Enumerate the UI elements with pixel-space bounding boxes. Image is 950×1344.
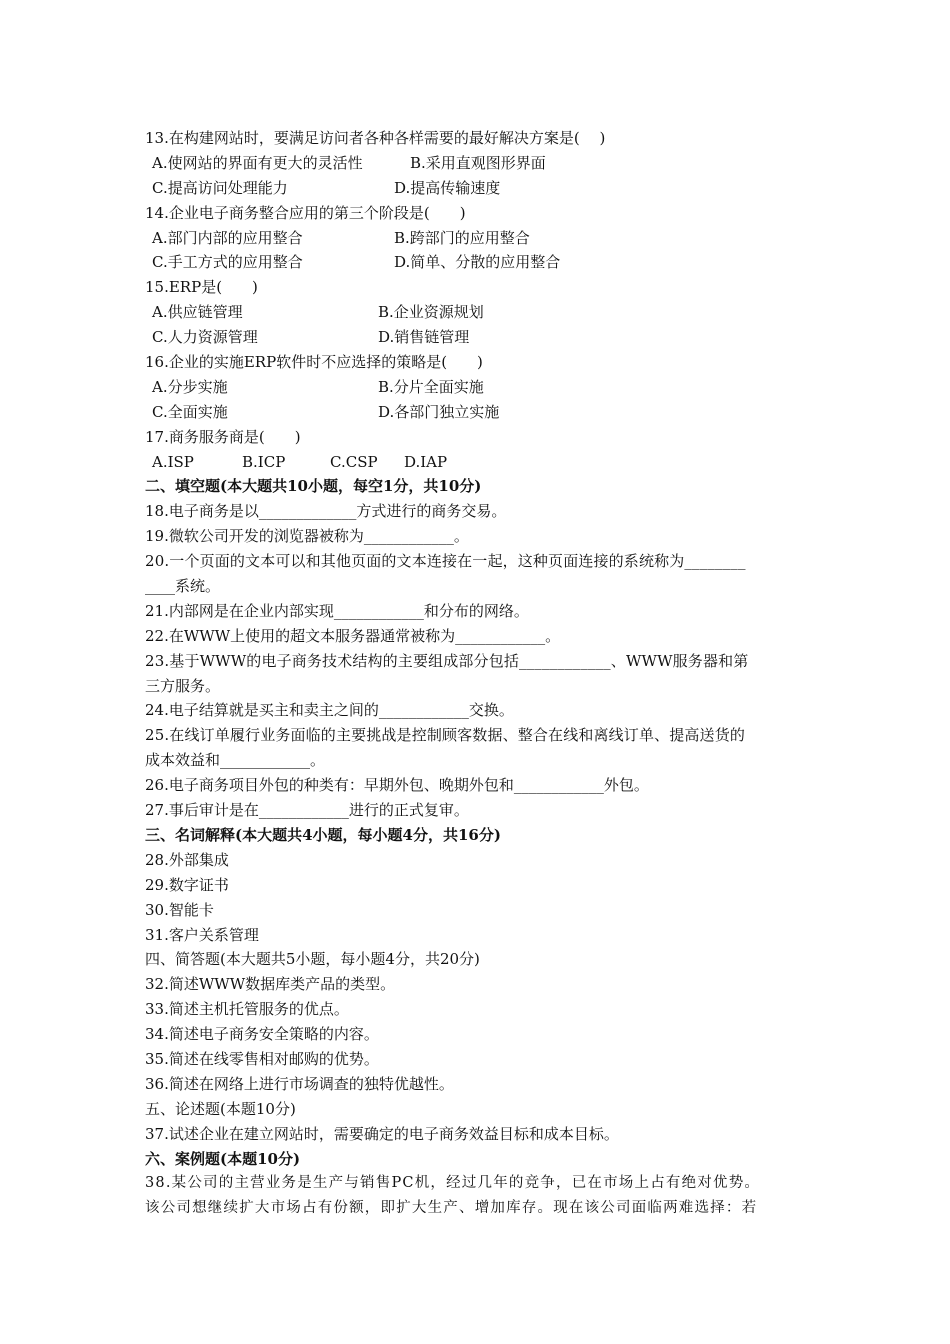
fill-question-20: 20.一个页面的文本可以和其他页面的文本连接在一起，这种页面连接的系统称为________ bbox=[145, 552, 746, 571]
section-6-heading: 六、案例题(本题10分) bbox=[145, 1149, 301, 1168]
option-b: B.ICP bbox=[242, 452, 286, 471]
option-a: A.使网站的界面有更大的灵活性 bbox=[152, 153, 363, 172]
option-c: C.手工方式的应用整合 bbox=[152, 253, 303, 272]
term-28: 28.外部集成 bbox=[145, 850, 229, 869]
option-d: D.销售链管理 bbox=[378, 328, 470, 347]
question-16-stem: 16.企业的实施ERP软件时不应选择的策略是( ) bbox=[145, 353, 483, 372]
option-b: B.企业资源规划 bbox=[378, 303, 484, 322]
fill-question-18: 18.电子商务是以_____________方式进行的商务交易。 bbox=[145, 502, 507, 521]
short-answer-33: 33.简述主机托管服务的优点。 bbox=[145, 1000, 349, 1019]
fill-question-24: 24.电子结算就是买主和卖主之间的____________交换。 bbox=[145, 701, 514, 720]
question-13-options-row-1 bbox=[145, 151, 810, 176]
option-d: D.IAP bbox=[404, 452, 448, 471]
option-d: D.简单、分散的应用整合 bbox=[394, 253, 561, 272]
term-30: 30.智能卡 bbox=[145, 900, 214, 919]
option-a: A.分步实施 bbox=[152, 377, 228, 396]
short-answer-35: 35.简述在线零售相对邮购的优势。 bbox=[145, 1049, 379, 1068]
exam-content bbox=[145, 126, 810, 1221]
option-b: B.分片全面实施 bbox=[378, 377, 484, 396]
option-b: B.采用直观图形界面 bbox=[410, 153, 546, 172]
option-a: A.供应链管理 bbox=[152, 303, 243, 322]
question-17-stem: 17.商务服务商是( ) bbox=[145, 427, 301, 446]
short-answer-36: 36.简述在网络上进行市场调查的独特优越性。 bbox=[145, 1074, 454, 1093]
fill-question-25: 25.在线订单履行业务面临的主要挑战是控制顾客数据、整合在线和离线订单、提高送货的 bbox=[145, 726, 746, 745]
question-17-options-row bbox=[145, 450, 810, 475]
question-14-stem: 14.企业电子商务整合应用的第三个阶段是( ) bbox=[145, 203, 466, 222]
option-c: C.人力资源管理 bbox=[152, 328, 258, 347]
option-d: D.提高传输速度 bbox=[394, 178, 501, 197]
case-question-38-line-1: 38.某公司的主营业务是生产与销售PC机，经过几年的竞争，已在市场上占有绝对优势。 bbox=[145, 1175, 761, 1192]
option-c: C.提高访问处理能力 bbox=[152, 178, 288, 197]
essay-question-37: 37.试述企业在建立网站时，需要确定的电子商务效益目标和成本目标。 bbox=[145, 1124, 619, 1143]
term-31: 31.客户关系管理 bbox=[145, 925, 259, 944]
option-c: C.全面实施 bbox=[152, 402, 228, 421]
question-14-options-row-2 bbox=[145, 250, 810, 275]
question-13-stem: 13.在构建网站时，要满足访问者各种各样需要的最好解决方案是( ) bbox=[145, 129, 606, 147]
option-a: A.ISP bbox=[152, 452, 194, 471]
question-15-options-row-2 bbox=[145, 325, 810, 350]
term-29: 29.数字证书 bbox=[145, 875, 229, 894]
fill-question-26: 26.电子商务项目外包的种类有：早期外包、晚期外包和____________外包。 bbox=[145, 776, 649, 795]
fill-question-25-continued: 成本效益和____________。 bbox=[145, 751, 326, 770]
question-14-options-row-1 bbox=[145, 226, 810, 251]
option-c: C.CSP bbox=[330, 452, 378, 471]
section-3-heading: 三、名词解释(本大题共4小题，每小题4分，共16分) bbox=[145, 825, 501, 844]
fill-question-23-continued: 三方服务。 bbox=[145, 676, 221, 695]
question-15-stem: 15.ERP是( ) bbox=[145, 278, 258, 297]
fill-question-20-continued: ____系统。 bbox=[145, 577, 221, 596]
section-4-heading: 四、简答题(本大题共5小题，每小题4分，共20分) bbox=[145, 950, 480, 969]
fill-question-22: 22.在WWW上使用的超文本服务器通常被称为____________。 bbox=[145, 626, 561, 645]
option-a: A.部门内部的应用整合 bbox=[152, 228, 303, 247]
question-16-options-row-1 bbox=[145, 375, 810, 400]
fill-question-27: 27.事后审计是在____________进行的正式复审。 bbox=[145, 801, 469, 820]
fill-question-21: 21.内部网是在企业内部实现____________和分布的网络。 bbox=[145, 601, 529, 620]
section-5-heading: 五、论述题(本题10分) bbox=[145, 1099, 296, 1118]
short-answer-34: 34.简述电子商务安全策略的内容。 bbox=[145, 1025, 379, 1044]
fill-question-23: 23.基于WWW的电子商务技术结构的主要组成部分包括____________、WWW服务器和第 bbox=[145, 651, 749, 670]
short-answer-32: 32.简述WWW数据库类产品的类型。 bbox=[145, 975, 396, 994]
question-13-options-row-2 bbox=[145, 176, 810, 201]
option-d: D.各部门独立实施 bbox=[378, 402, 500, 421]
question-16-options-row-2 bbox=[145, 400, 810, 425]
case-question-38-line-2: 该公司想继续扩大市场占有份额，即扩大生产、增加库存。现在该公司面临两难选择：若 bbox=[145, 1200, 758, 1217]
question-15-options-row-1 bbox=[145, 300, 810, 325]
fill-question-19: 19.微软公司开发的浏览器被称为____________。 bbox=[145, 527, 469, 546]
section-2-heading: 二、填空题(本大题共10小题，每空1分，共10分) bbox=[145, 477, 482, 496]
option-b: B.跨部门的应用整合 bbox=[394, 228, 530, 247]
